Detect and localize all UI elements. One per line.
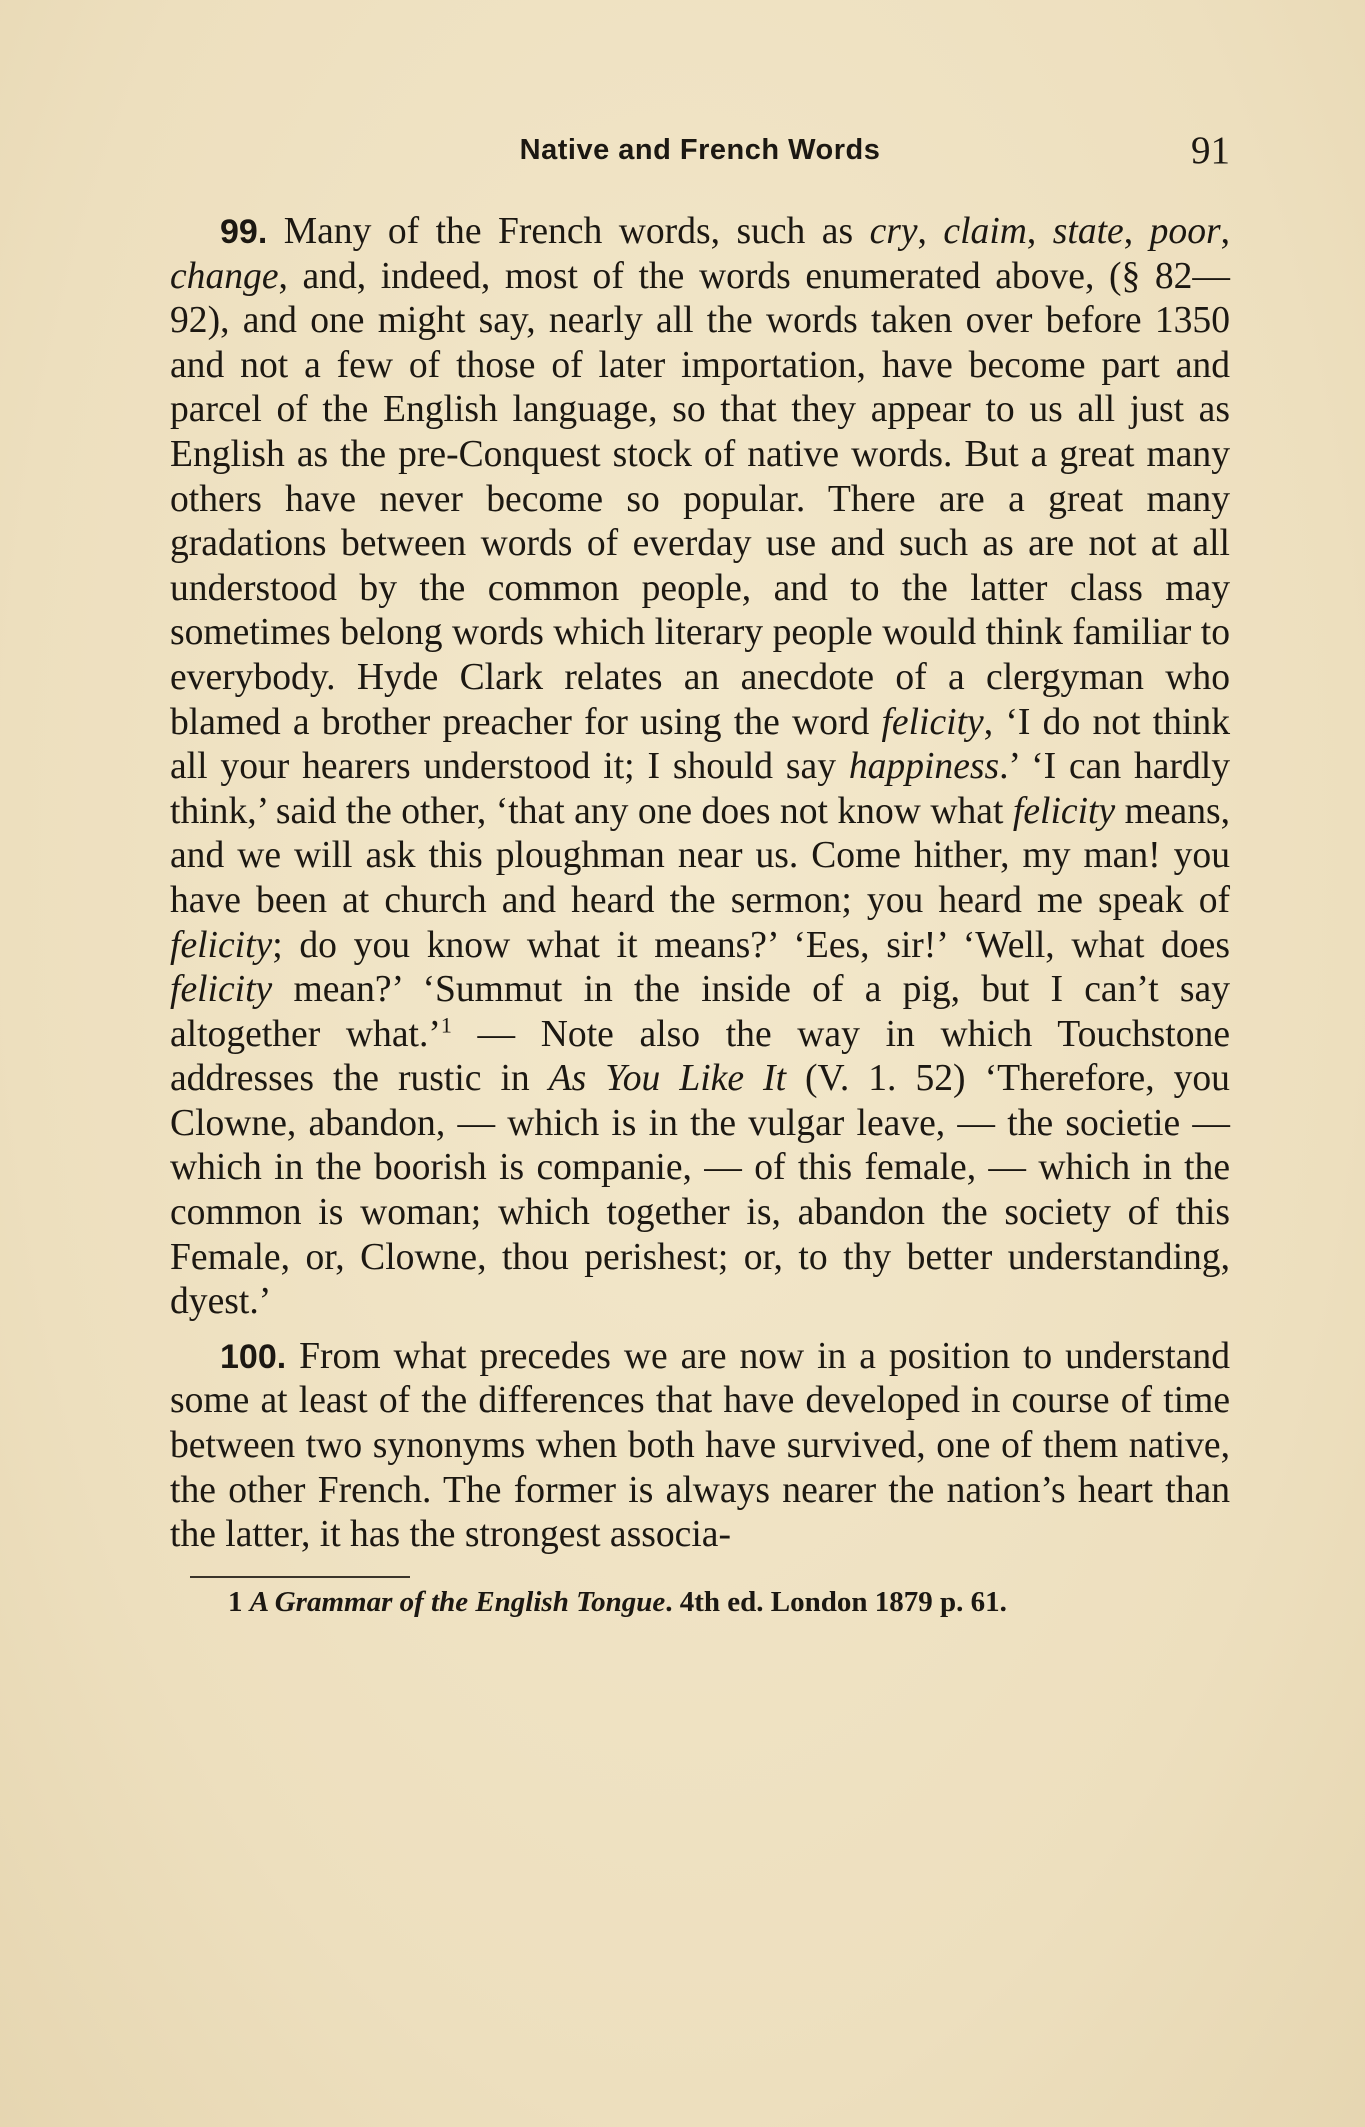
italic-term: felicity bbox=[170, 969, 273, 1011]
italic-term: happiness bbox=[848, 746, 1000, 788]
italic-term: felicity bbox=[170, 924, 273, 966]
running-title: Native and French Words bbox=[519, 134, 881, 166]
text-run: .’ ‘I can hardly think,’ said the other, ‘that any one does not know what bbox=[170, 746, 1230, 832]
book-page bbox=[170, 120, 1230, 1619]
italic-term: claim bbox=[943, 211, 1027, 252]
paragraph-99 bbox=[170, 210, 1230, 1325]
text-run: , and, indeed, most of the words enumerated above, (§ 82—92), and one might say, nearly all the words taken over before 1350 and not a few of those of later importation, have become part and parcel of the English language, so that they appear to us all just as English as the pre-Conquest stock of native words. But a great many others have never become so popular. There are a great many gradations between words of everday use and such as are not at all understood by the common people, and to the latter class may sometimes belong words which literary people would think familiar to everybody. Hyde Clark relates an anecdote of a clergyman who blamed a brother preacher for using the word bbox=[170, 255, 1230, 743]
footnote-rule bbox=[190, 1576, 410, 1578]
text-run: (V. 1. 52) ‘Therefore, you Clowne, abandon, — which is in the vulgar leave, — the societie — which in the boorish is companie, — of this female, — which in the common is woman; which together is, abandon the society of this Female, or, Clowne, thou perishest; or, to thy better understanding, dyest.’ bbox=[170, 1058, 1230, 1323]
text-run: , bbox=[1123, 211, 1150, 252]
footnote bbox=[228, 1586, 1230, 1619]
italic-term: state bbox=[1052, 211, 1124, 252]
italic-term: change bbox=[170, 255, 279, 297]
text-run: From what precedes we are now in a position to understand some at least of the differences that have developed in course of time between two synonyms when both have survived, one of them native, the other French. The former is always nearer the nation’s heart than the latter, it has the strongest associa- bbox=[170, 1335, 1230, 1556]
italic-term: felicity bbox=[1012, 790, 1116, 832]
italic-term: poor bbox=[1149, 211, 1221, 252]
italic-term: As You Like It bbox=[548, 1058, 787, 1100]
page-number: 91 bbox=[1191, 129, 1230, 172]
text-run: , bbox=[917, 211, 944, 252]
text-run: — Note also the way in which Touchstone addresses the rustic in bbox=[170, 1013, 1230, 1100]
italic-term: felicity bbox=[881, 701, 984, 743]
text-run: , bbox=[1220, 211, 1231, 252]
footnote-marker: 1 bbox=[228, 1585, 243, 1618]
text-run: , ‘I do not think all your hearers understood it; I should say bbox=[170, 701, 1230, 788]
text-run: , bbox=[1026, 211, 1053, 252]
text-run: mean?’ ‘Summut in the inside of a pig, but I can’t say altogether what.’ bbox=[170, 969, 1230, 1055]
italic-term: cry bbox=[869, 211, 918, 252]
footnote-title: A Grammar of the English Tongue bbox=[249, 1585, 666, 1618]
text-run: ; do you know what it means?’ ‘Ees, sir!’ ‘Well, what does bbox=[272, 924, 1230, 966]
paragraph-number: 100. bbox=[220, 1337, 287, 1376]
running-head bbox=[170, 120, 1230, 180]
text-run: means, and we will ask this ploughman near us. Come hither, my man! you have been at church and heard the sermon; you heard me speak of bbox=[170, 790, 1231, 921]
paragraph-100 bbox=[170, 1335, 1230, 1558]
text-run: Many of the French words, such as bbox=[267, 211, 870, 252]
footnote-rest: . 4th ed. London 1879 p. 61. bbox=[665, 1585, 1007, 1618]
paragraph-number: 99. bbox=[220, 213, 268, 251]
footnote-reference: 1 bbox=[440, 1012, 452, 1038]
